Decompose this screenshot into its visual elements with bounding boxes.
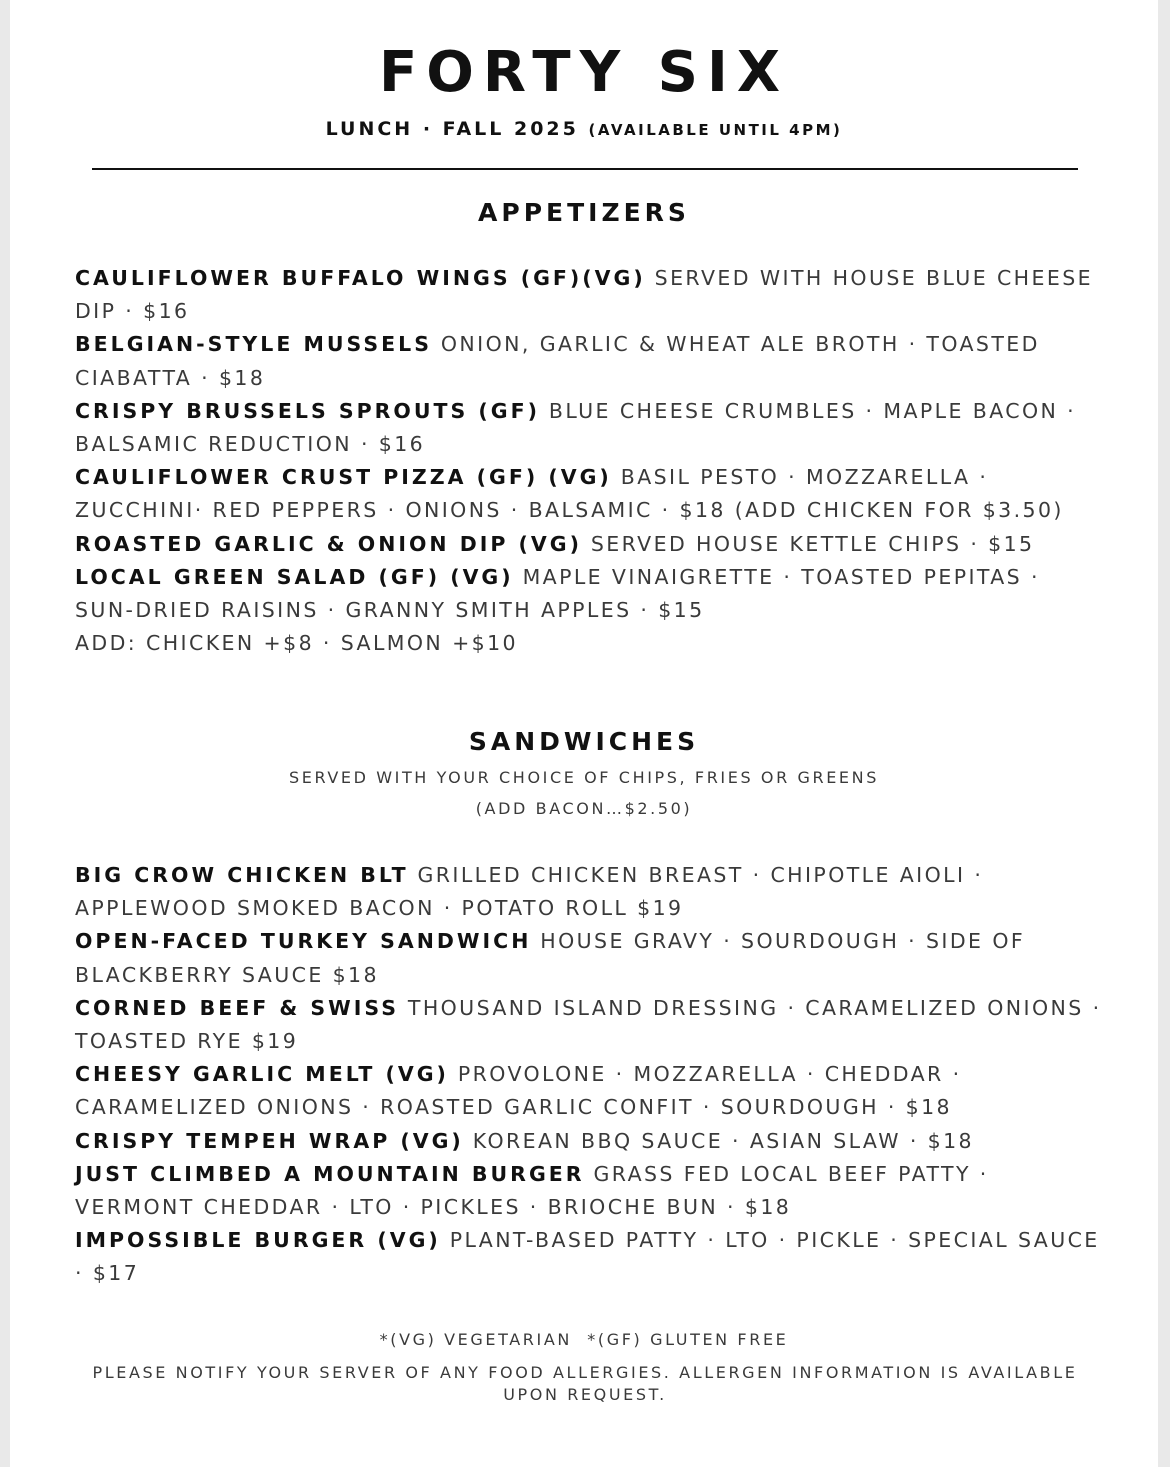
item-name: CRISPY TEMPEH WRAP (VG): [75, 1128, 464, 1153]
item-description: GRASS FED LOCAL BEEF PATTY · VERMONT CHEDDAR · LTO · PICKLES · BRIOCHE BUN · $18: [75, 1161, 989, 1220]
item-description: SERVED HOUSE KETTLE CHIPS · $15: [590, 531, 1035, 556]
item-description: HOUSE GRAVY · SOURDOUGH · SIDE OF BLACKBERRY SAUCE $18: [75, 929, 1026, 987]
sandwiches-sides-note: SERVED WITH YOUR CHOICE OF CHIPS, FRIES OR GREENS: [289, 768, 879, 787]
item-description: SERVED WITH HOUSE BLUE CHEESE DIP · $16: [75, 266, 1093, 324]
item-description: GRILLED CHICKEN BREAST · CHIPOTLE AIOLI · APPLEWOOD SMOKED BACON · POTATO ROLL $19: [75, 863, 984, 921]
item-name: IMPOSSIBLE BURGER (VG): [75, 1228, 441, 1253]
menu-item: [75, 561, 1105, 627]
menu-item: [75, 328, 1105, 394]
item-name: CRISPY BRUSSELS SPROUTS (GF): [75, 398, 540, 423]
menu-item: [75, 925, 1105, 991]
diet-legend: *(VG) VEGETARIAN *(GF) GLUTEN FREE: [379, 1330, 789, 1349]
menu-item: [75, 528, 1105, 561]
salad-addon: ADD: CHICKEN +$8 · SALMON +$10: [75, 631, 518, 656]
appetizers-list: [75, 262, 1105, 660]
sandwiches-bacon-note: (ADD BACON…$2.50): [475, 799, 693, 818]
item-description: MAPLE VINAIGRETTE · TOASTED PEPITAS · SUN-DRIED RAISINS · GRANNY SMITH APPLES · $15: [75, 564, 1040, 623]
item-name: JUST CLIMBED A MOUNTAIN BURGER: [75, 1161, 585, 1186]
menu-subtitle: [10, 118, 1158, 140]
item-name: OPEN-FACED TURKEY SANDWICH: [75, 929, 532, 954]
menu-item: [75, 859, 1105, 925]
item-description: THOUSAND ISLAND DRESSING · CARAMELIZED ONIONS · TOASTED RYE $19: [75, 995, 1102, 1054]
item-name: BELGIAN-STYLE MUSSELS: [75, 332, 432, 357]
item-description: BASIL PESTO · MOZZARELLA · ZUCCHINI· RED PEPPERS · ONIONS · BALSAMIC · $18 (ADD CHICKEN FOR $3.50): [75, 465, 1064, 523]
sandwiches-heading: SANDWICHES: [468, 727, 700, 756]
menu-item: [75, 1224, 1105, 1290]
allergy-notice: PLEASE NOTIFY YOUR SERVER OF ANY FOOD ALLERGIES. ALLERGEN INFORMATION IS AVAILABLE UPON REQUEST.: [92, 1363, 1078, 1404]
menu-item: [75, 992, 1105, 1058]
item-name: LOCAL GREEN SALAD (GF) (VG): [75, 564, 514, 589]
item-description: PROVOLONE · MOZZARELLA · CHEDDAR · CARAMELIZED ONIONS · ROASTED GARLIC CONFIT · SOURDOUGH · $18: [75, 1062, 962, 1120]
menu-item: [75, 262, 1105, 328]
menu-item: [75, 1058, 1105, 1124]
item-name: CAULIFLOWER CRUST PIZZA (GF) (VG): [75, 465, 612, 490]
item-description: ONION, GARLIC & WHEAT ALE BROTH · TOASTED CIABATTA · $18: [75, 332, 1040, 390]
header-divider: [92, 168, 1078, 170]
item-name: CORNED BEEF & SWISS: [75, 995, 399, 1020]
item-description: KOREAN BBQ SAUCE · ASIAN SLAW · $18: [472, 1128, 974, 1153]
appetizers-heading: APPETIZERS: [478, 198, 690, 227]
menu-item: [75, 1125, 1105, 1158]
menu-item: [75, 1158, 1105, 1224]
item-name: CAULIFLOWER BUFFALO WINGS (GF)(VG): [75, 266, 646, 290]
menu-item: [75, 461, 1105, 527]
sandwiches-list: [75, 859, 1105, 1291]
item-name: BIG CROW CHICKEN BLT: [75, 863, 409, 887]
menu-availability: (AVAILABLE UNTIL 4PM): [588, 121, 843, 139]
item-description: BLUE CHEESE CRUMBLES · MAPLE BACON · BALSAMIC REDUCTION · $16: [75, 398, 1077, 457]
item-description: PLANT-BASED PATTY · LTO · PICKLE · SPECIAL SAUCE · $17: [75, 1228, 1100, 1286]
menu-page: [10, 0, 1158, 1467]
restaurant-title: FORTY SIX: [378, 40, 790, 105]
menu-item: [75, 395, 1105, 461]
menu-season: LUNCH · FALL 2025: [325, 118, 579, 140]
item-name: CHEESY GARLIC MELT (VG): [75, 1062, 449, 1087]
item-name: ROASTED GARLIC & ONION DIP (VG): [75, 531, 582, 556]
